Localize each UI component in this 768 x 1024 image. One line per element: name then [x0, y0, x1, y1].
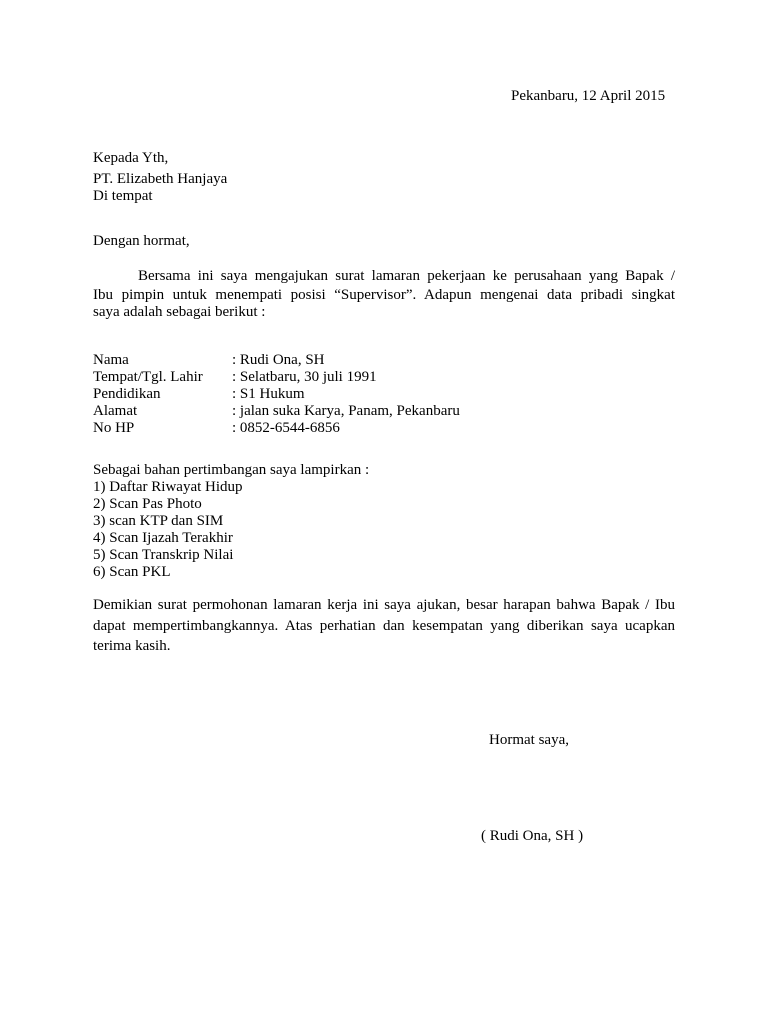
closing-line-3: terima kasih. — [93, 638, 171, 654]
recipient-company: PT. Elizabeth Hanjaya — [93, 171, 228, 187]
attachments-block — [93, 462, 369, 581]
data-value: : S1 Hukum — [232, 386, 305, 402]
data-row — [93, 420, 460, 437]
closing-line-2: dapat mempertimbangkannya. Atas perhatian dan kesempatan yang diberikan saya ucapkan — [93, 618, 675, 634]
data-value: : 0852-6544-6856 — [232, 420, 340, 436]
data-value: : jalan suka Karya, Panam, Pekanbaru — [232, 403, 460, 419]
data-label: Alamat — [93, 403, 138, 419]
attachments-heading: Sebagai bahan pertimbangan saya lampirkan : — [93, 462, 370, 478]
data-value: : Selatbaru, 30 juli 1991 — [232, 369, 377, 385]
data-row — [93, 352, 460, 369]
attachment-item: 4) Scan Ijazah Terakhir — [93, 530, 233, 546]
data-value: : Rudi Ona, SH — [232, 352, 325, 368]
data-label: Tempat/Tgl. Lahir — [93, 369, 203, 385]
attachment-item: 6) Scan PKL — [93, 564, 171, 580]
signature-name: ( Rudi Ona, SH ) — [481, 828, 584, 844]
data-row — [93, 403, 460, 420]
attachment-item: 2) Scan Pas Photo — [93, 496, 202, 512]
data-label: No HP — [93, 420, 135, 436]
letter-date: Pekanbaru, 12 April 2015 — [511, 88, 666, 104]
data-row — [93, 369, 460, 386]
intro-line-2: Ibu pimpin untuk menempati posisi “Supervisor”. Adapun mengenai data pribadi singkat — [93, 287, 675, 303]
data-row — [93, 386, 460, 403]
intro-line — [93, 268, 675, 285]
recipient-salutation: Kepada Yth, — [93, 150, 169, 166]
attachment-item: 3) scan KTP dan SIM — [93, 513, 224, 529]
attachment-item: 1) Daftar Riwayat Hidup — [93, 479, 243, 495]
closing-line-1: Demikian surat permohonan lamaran kerja ini saya ajukan, besar harapan bahwa Bapak / Ibu — [93, 597, 675, 613]
recipient-block — [93, 150, 227, 205]
data-label: Nama — [93, 352, 129, 368]
intro-line-1: Bersama ini saya mengajukan surat lamaran pekerjaan ke perusahaan yang Bapak / — [138, 268, 675, 284]
recipient-location: Di tempat — [93, 188, 153, 204]
intro-line-3: saya adalah sebagai berikut : — [93, 304, 266, 320]
regards: Hormat saya, — [489, 732, 569, 748]
closing-paragraph — [93, 597, 675, 655]
personal-data-table — [93, 352, 460, 437]
attachment-item: 5) Scan Transkrip Nilai — [93, 547, 234, 563]
data-label: Pendidikan — [93, 386, 161, 402]
greeting: Dengan hormat, — [93, 233, 190, 249]
intro-paragraph — [93, 268, 675, 321]
